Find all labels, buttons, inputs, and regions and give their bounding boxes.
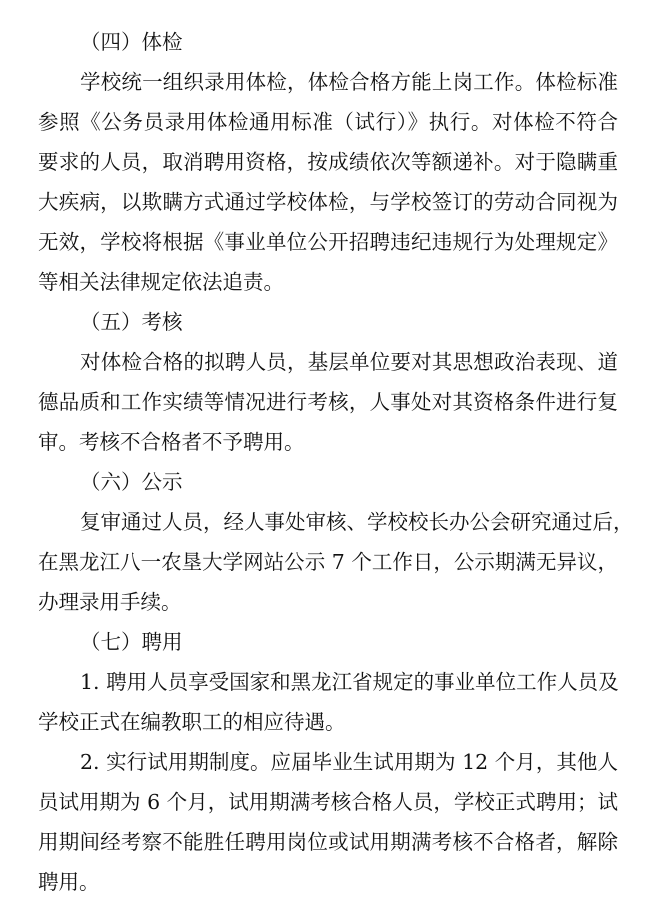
text-line: 德品质和工作实绩等情况进行考核，人事处对其资格条件进行复 — [38, 390, 618, 414]
text-line: 审。考核不合格者不予聘用。 — [38, 430, 305, 454]
document-page — [38, 22, 634, 902]
text-line: 1. 聘用人员享受国家和黑龙江省规定的事业单位工作人员及 — [80, 670, 619, 694]
text-line: 参照《公务员录用体检通用标准（试行）》执行。对体检不符合 — [38, 110, 618, 134]
text-line: 无效，学校将根据《事业单位公开招聘违纪违规行为处理规定》 — [38, 230, 618, 254]
paragraph — [38, 502, 634, 622]
text-line: 等相关法律规定依法追责。 — [38, 270, 284, 294]
paragraph — [38, 342, 618, 462]
text-line: 学校统一组织录用体检，体检合格方能上岗工作。体检标准 — [80, 70, 618, 94]
section-heading-public-notice: （六）公示 — [80, 470, 183, 494]
text-line: 要求的人员，取消聘用资格，按成绩依次等额递补。对于隐瞒重 — [38, 150, 618, 174]
text-line: 对体检合格的拟聘人员，基层单位要对其思想政治表现、道 — [80, 350, 618, 374]
section-heading-assessment: （五）考核 — [80, 310, 183, 334]
paragraph — [38, 662, 618, 742]
paragraph — [38, 62, 618, 302]
text-line: 员试用期为 6 个月，试用期满考核合格人员，学校正式聘用；试 — [38, 790, 618, 814]
text-line: 聘用。 — [38, 870, 100, 894]
text-line: 在黑龙江八一农垦大学网站公示 7 个工作日，公示期满无异议， — [38, 550, 618, 574]
section-heading-physical-exam: （四）体检 — [80, 30, 183, 54]
text-line: 学校正式在编教职工的相应待遇。 — [38, 710, 346, 734]
text-line: 2. 实行试用期制度。应届毕业生试用期为 12 个月，其他人 — [80, 750, 618, 774]
paragraph — [38, 742, 618, 902]
text-line: 办理录用手续。 — [38, 590, 182, 614]
section-heading-employment: （七）聘用 — [80, 630, 183, 654]
text-line: 大疾病，以欺瞒方式通过学校体检，与学校签订的劳动合同视为 — [38, 190, 618, 214]
text-line: 用期间经考察不能胜任聘用岗位或试用期满考核不合格者，解除 — [38, 830, 618, 854]
text-line: 复审通过人员，经人事处审核、学校校长办公会研究通过后， — [80, 510, 634, 534]
